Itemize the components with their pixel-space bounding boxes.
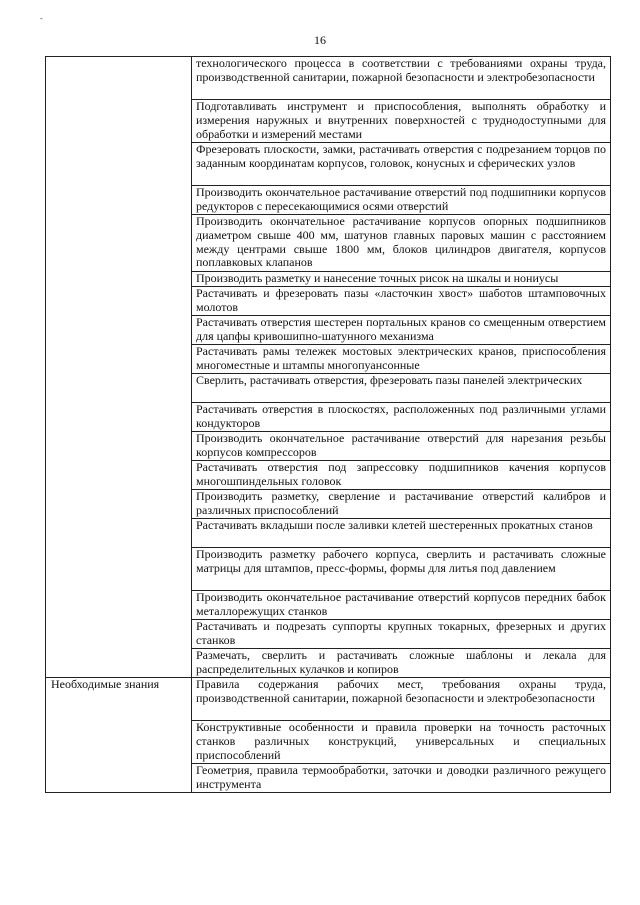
table-cell: Производить окончательное растачивание отверстий для нарезания резьбы корпусов компрессоров [192, 432, 611, 461]
table-cell: Правила содержания рабочих мест, требования охраны труда, производственной санитарии, пожарной безопасности и электробезопасности [192, 678, 611, 721]
section-label-skills [46, 57, 192, 678]
table-cell: Производить окончательное растачивание отверстий корпусов передних бабок металлорежущих станков [192, 591, 611, 620]
table-cell: Производить разметку рабочего корпуса, сверлить и растачивать сложные матрицы для штампов, пресс-формы, формы для литья под давлением [192, 548, 611, 591]
table-cell: Производить разметку и нанесение точных рисок на шкалы и нониусы [192, 272, 611, 287]
table-cell: Растачивать отверстия под запрессовку подшипников качения корпусов многошпиндельных головок [192, 461, 611, 490]
table-cell: Растачивать отверстия в плоскостях, расположенных под различными углами кондукторов [192, 403, 611, 432]
table-cell: Фрезеровать плоскости, замки, растачивать отверстия с подрезанием торцов по заданным координатам корпусов, головок, конусных и сферических узлов [192, 143, 611, 186]
table-cell: Производить разметку, сверление и растачивание отверстий калибров и различных приспособлений [192, 490, 611, 519]
table-cell: Производить окончательное растачивание отверстий под подшипники корпусов редукторов с пересекающимися осями отверстий [192, 186, 611, 215]
table-cell: Растачивать и подрезать суппорты крупных токарных, фрезерных и других станков [192, 620, 611, 649]
corner-mark: - [40, 14, 43, 23]
page-number: 16 [314, 33, 326, 47]
table-cell: Растачивать отверстия шестерен портальных кранов со смещенным отверстием для цапфы кривошипно-шатунного механизма [192, 316, 611, 345]
section-label-knowledge: Необходимые знания [46, 678, 192, 793]
table-cell: Подготавливать инструмент и приспособления, выполнять обработку и измерения наружных и внутренних поверхностей с труднодоступными для обработки и измерений местами [192, 100, 611, 143]
table-row [46, 57, 611, 100]
table-cell: Сверлить, растачивать отверстия, фрезеровать пазы панелей электрических [192, 374, 611, 403]
table-cell: Конструктивные особенности и правила проверки на точность расточных станков различных конструкций, универсальных и специальных приспособлений [192, 721, 611, 764]
table-cell: Размечать, сверлить и растачивать сложные шаблоны и лекала для распределительных кулачков и копиров [192, 649, 611, 678]
table-cell: технологического процесса в соответствии с требованиями охраны труда, производственной санитарии, пожарной безопасности и электробезопасности [192, 57, 611, 100]
table-cell: Геометрия, правила термообработки, заточки и доводки различного режущего инструмента [192, 764, 611, 793]
table-cell: Растачивать и фрезеровать пазы «ласточкин хвост» шаботов штамповочных молотов [192, 287, 611, 316]
table-cell: Производить окончательное растачивание корпусов опорных подшипников диаметром свыше 400 мм, шатунов главных паровых машин с расстоянием между центрами свыше 1800 мм, блоков цилиндров двигателя, корпусов поплавковых клапанов [192, 215, 611, 272]
requirements-table [45, 56, 611, 793]
table-row [46, 678, 611, 721]
table-cell: Растачивать рамы тележек мостовых электрических кранов, приспособления многоместные и штампы многопуансонные [192, 345, 611, 374]
table-cell: Растачивать вкладыши после заливки клетей шестеренных прокатных станов [192, 519, 611, 548]
